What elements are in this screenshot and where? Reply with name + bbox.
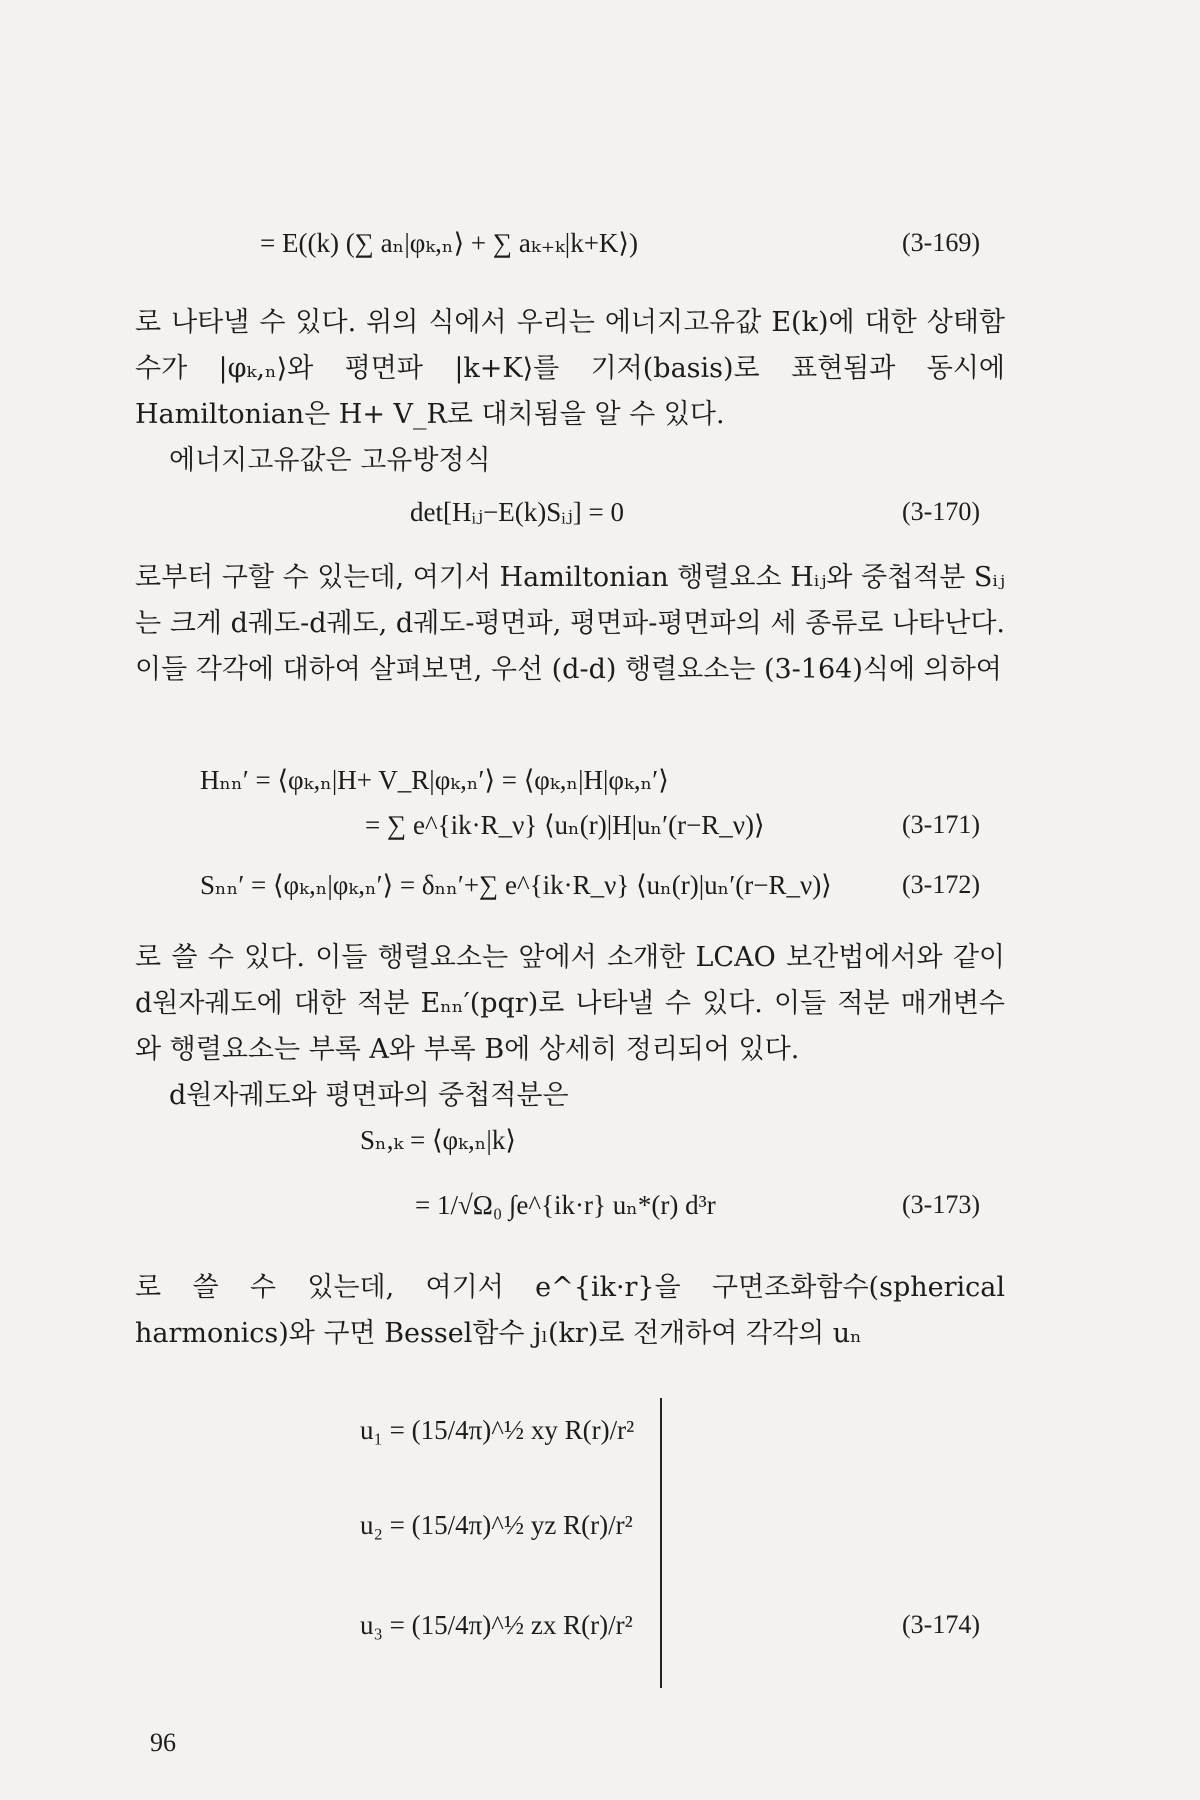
paragraph-text: 로부터 구할 수 있는데, 여기서 Hamiltonian 행렬요소 Hᵢⱼ와 중첩적분 Sᵢⱼ는 크게 d궤도-d궤도, d궤도-평면파, 평면파-평면파의 세 종류로 나타난다. 이들 각각에 대하여 살펴보면, 우선 (d-d) 행렬요소는 (3-164)식에 의하여 <box>135 562 1005 685</box>
paragraph-4 <box>135 1265 1005 1357</box>
equation-expression: u₁ = (15/4π)^½ xy R(r)/r² <box>360 1415 635 1445</box>
equation-expression: det[Hᵢⱼ−E(k)Sᵢⱼ] = 0 <box>410 497 625 527</box>
paragraph-2 <box>135 555 1005 693</box>
equation-expression: Sₙ,ₖ = ⟨φₖ,ₙ|k⟩ <box>360 1125 516 1155</box>
equation-expression: u₃ = (15/4π)^½ zx R(r)/r² <box>360 1610 633 1640</box>
equation-number: (3-170) <box>902 497 980 526</box>
equation-expression: Hₙₙ′ = ⟨φₖ,ₙ|H+ V_R|φₖ,ₙ′⟩ = ⟨φₖ,ₙ|H|φₖ,ₙ′⟩ <box>200 765 669 795</box>
page-number: 96 <box>150 1728 176 1757</box>
equation-expression: = 1/√Ω₀ ∫e^{ik·r} uₙ*(r) d³r <box>415 1190 716 1220</box>
equation-number: (3-171) <box>902 810 980 839</box>
equation-number: (3-173) <box>902 1190 980 1219</box>
equation-number: (3-174) <box>902 1610 980 1639</box>
equation-expression: u₂ = (15/4π)^½ yz R(r)/r² <box>360 1510 633 1540</box>
paragraph-text: d원자궤도와 평면파의 중첩적분은 <box>169 1080 569 1111</box>
paragraph-3 <box>135 935 1005 1119</box>
paragraph-text: 로 쓸 수 있다. 이들 행렬요소는 앞에서 소개한 LCAO 보간법에서와 같이 d원자궤도에 대한 적분 Eₙₙ′(pqr)로 나타낼 수 있다. 이들 적분 매개변수와 행렬요소는 부록 A와 부록 B에 상세히 정리되어 있다. <box>135 942 1005 1065</box>
paragraph-text: 에너지고유값은 고유방정식 <box>169 445 491 476</box>
equation-expression: = ∑ e^{ik·R_ν} ⟨uₙ(r)|H|uₙ′(r−R_ν)⟩ <box>365 810 765 840</box>
paragraph-text: 로 쓸 수 있는데, 여기서 e^{ik·r}을 구면조화함수(spherical harmonics)와 구면 Bessel함수 jₗ(kr)로 전개하여 각각의 uₙ <box>135 1272 1005 1349</box>
equation-number: (3-172) <box>902 870 980 899</box>
paragraph-1 <box>135 300 1005 484</box>
equation-group-bracket <box>650 1398 662 1688</box>
equation-expression: Sₙₙ′ = ⟨φₖ,ₙ|φₖ,ₙ′⟩ = δₙₙ′+∑ e^{ik·R_ν} ⟨uₙ(r)|uₙ′(r−R_ν)⟩ <box>200 870 832 900</box>
equation-number: (3-169) <box>902 228 980 257</box>
equation-expression: = E((k) (∑ aₙ|φₖ,ₙ⟩ + ∑ aₖ₊ₖ|k+K⟩) <box>260 228 638 258</box>
paragraph-text: 로 나타낼 수 있다. 위의 식에서 우리는 에너지고유값 E(k)에 대한 상태함수가 |φₖ,ₙ⟩와 평면파 |k+K⟩를 기저(basis)로 표현됨과 동시에 Hamiltonian은 H+ V_R로 대치됨을 알 수 있다. <box>135 307 1005 430</box>
